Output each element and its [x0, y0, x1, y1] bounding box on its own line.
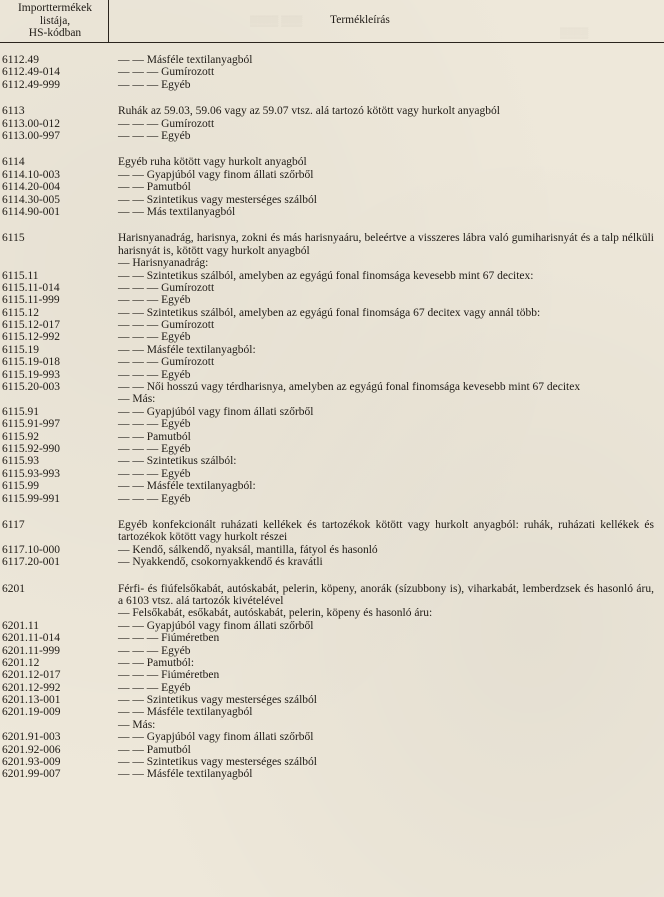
product-description: — — Pamutból: — [118, 656, 195, 669]
product-description: — — Másféle textilanyagból — [118, 54, 253, 66]
hs-code: 6201.99-007 — [2, 768, 61, 781]
hs-code: 6112.49-014 — [2, 66, 61, 79]
table-row — [0, 719, 660, 731]
product-description: — Felsőkabát, esőkabát, autóskabát, pelerin, köpeny és hasonló áru: — [118, 607, 433, 620]
table-row — [0, 544, 660, 556]
product-description: — — Gyapjúból vagy finom állati szőrből — [118, 731, 314, 744]
table-row — [0, 493, 660, 505]
header-rule — [0, 42, 664, 43]
hs-code: 6115.19-993 — [2, 368, 61, 381]
product-description: — — — Fiúméretben — [118, 632, 220, 645]
product-description: — — — Egyéb — [118, 644, 191, 657]
product-description: — — Pamutból — [118, 181, 191, 194]
hs-code: 6114.20-004 — [2, 181, 61, 194]
hs-code: 6201.12 — [2, 656, 40, 669]
hs-code: 6115 — [2, 232, 25, 245]
hs-code: 6115.19-018 — [2, 356, 61, 369]
hs-code: 6114.90-001 — [2, 205, 61, 218]
group-spacer — [0, 505, 660, 519]
product-description: — — Pamutból — [118, 430, 191, 443]
hs-code: 6113.00-012 — [2, 117, 61, 130]
table-row — [0, 583, 660, 608]
table-row — [0, 344, 660, 356]
table-row — [0, 381, 660, 393]
table-row — [0, 257, 660, 269]
hs-code: 6115.12-017 — [2, 319, 61, 332]
table-row — [0, 105, 660, 117]
table-row — [0, 331, 660, 343]
hs-code: 6115.20-003 — [2, 381, 61, 394]
product-description: — — — Fiúméretben — [118, 669, 220, 682]
hs-code: 6115.19 — [2, 343, 39, 356]
hs-code: 6201.91-003 — [2, 731, 61, 744]
hs-code: 6201.13-001 — [2, 694, 61, 707]
hs-code: 6201.19-009 — [2, 706, 61, 719]
table-row — [0, 181, 660, 193]
product-description: Egyéb konfekcionált ruházati kellékek és tartozékok kötött vagy hurkolt anyagból: ruhák, ruházati kellékek és tartozékok kötött vagy hurkolt részei — [118, 518, 654, 544]
product-description: — — Szintetikus vagy mesterséges szálból — [118, 193, 317, 206]
product-description: — — — Egyéb — [118, 442, 191, 455]
table-row — [0, 607, 660, 619]
product-description: — Harisnyanadrág: — [118, 257, 209, 270]
product-description: — Nyakkendő, csokornyakkendő és kravátli — [118, 556, 323, 569]
table-row — [0, 694, 660, 706]
header-line: Importtermékek — [17, 2, 93, 14]
hs-code: 6115.11-014 — [2, 281, 60, 294]
hs-code: 6115.93-993 — [2, 467, 61, 480]
table-row — [0, 79, 660, 91]
bleed-through-text: ▒▒▒▒ — [560, 28, 589, 39]
hs-code: 6201.11 — [2, 619, 39, 632]
table-row — [0, 768, 660, 780]
product-description: — — Gyapjúból vagy finom állati szőrből — [118, 168, 314, 181]
hs-code: 6201 — [2, 582, 25, 595]
hs-code: 6114.10-003 — [2, 168, 61, 181]
hs-code: 6115.11 — [2, 269, 39, 282]
product-description: — — Szintetikus szálból, amelyben az egyágú fonal finomsága kevesebb mint 67 decitex: — [118, 269, 534, 282]
table-row — [0, 282, 660, 294]
product-description: — — Pamutból — [118, 743, 191, 756]
table-row — [0, 620, 660, 632]
table-row — [0, 418, 660, 430]
table-row — [0, 356, 660, 368]
product-description: — — Szintetikus szálból, amelyben az egyágú fonal finomsága 67 decitex vagy annál több: — [118, 306, 541, 319]
product-description: — Más: — [118, 393, 156, 406]
product-description: — — — Egyéb — [118, 492, 191, 505]
product-description: — — — Gumírozott — [118, 356, 215, 369]
table-row — [0, 744, 660, 756]
product-description: — — — Egyéb — [118, 331, 191, 344]
product-description: — Más: — [118, 718, 156, 731]
table-row — [0, 319, 660, 331]
table-row — [0, 66, 660, 78]
product-description: — — — Egyéb — [118, 368, 191, 381]
product-description: — — — Egyéb — [118, 129, 191, 142]
table-row — [0, 270, 660, 282]
table-row — [0, 169, 660, 181]
product-description: Harisnyanadrág, harisnya, zokni és más harisnyaáru, beleértve a visszeres lábra való gumiharisnyát és a talp nélküli harisnyát is, kötött vagy hurkolt anyagból — [118, 232, 654, 257]
hs-code: 6112.49 — [2, 54, 39, 66]
product-description: — — Szintetikus vagy mesterséges szálból — [118, 756, 317, 769]
hs-code: 6115.93 — [2, 455, 39, 468]
table-row — [0, 130, 660, 142]
product-description: — — Másféle textilanyagból — [118, 706, 253, 719]
product-description: — — — Gumírozott — [118, 117, 215, 130]
header-line: listája, — [39, 14, 71, 27]
product-description: — — Másféle textilanyagból: — [118, 480, 256, 493]
table-row — [0, 682, 660, 694]
product-description: — — Másféle textilanyagból: — [118, 343, 256, 356]
header-divider — [108, 0, 109, 42]
hs-code: 6113 — [2, 105, 25, 118]
product-description: — — — Gumírozott — [118, 281, 215, 294]
group-spacer — [0, 569, 660, 583]
product-description: — — — Gumírozott — [118, 66, 215, 79]
table-row — [0, 455, 660, 467]
hs-code: 6114 — [2, 156, 25, 169]
code-table-body — [0, 54, 660, 781]
product-description: — — — Egyéb — [118, 418, 191, 431]
hs-code: 6115.99-991 — [2, 492, 61, 505]
table-row — [0, 156, 660, 168]
product-description: — — Gyapjúból vagy finom állati szőrből — [118, 619, 314, 632]
hs-code: 6115.92-990 — [2, 442, 61, 455]
product-description: Egyéb ruha kötött vagy hurkolt anyagból — [118, 156, 307, 169]
table-row — [0, 657, 660, 669]
product-description: Férfi- és fiúfelsőkabát, autóskabát, pelerin, köpeny, anorák (sízubbony is), viharkabát, lemberdzsek és hasonló áru, a 6103 vtsz. alá tartozók kivételével — [118, 582, 654, 607]
hs-code: 6201.93-009 — [2, 756, 61, 769]
table-row — [0, 294, 660, 306]
group-spacer — [0, 142, 660, 156]
hs-code: 6112.49-999 — [2, 78, 61, 91]
table-row — [0, 556, 660, 568]
hs-code — [0, 393, 118, 405]
table-row — [0, 118, 660, 130]
product-description: — — Másféle textilanyagból — [118, 768, 253, 781]
product-description: — — Más textilanyagból — [118, 205, 236, 218]
hs-code: 6115.12 — [2, 306, 39, 319]
table-row — [0, 232, 660, 257]
table-row — [0, 369, 660, 381]
table-row — [0, 669, 660, 681]
hs-code: 6201.11-014 — [2, 632, 61, 645]
hs-code: 6201.11-999 — [2, 644, 61, 657]
product-description: — — — Egyéb — [118, 78, 191, 91]
table-row — [0, 632, 660, 644]
hs-code: 6113.00-997 — [2, 129, 61, 142]
hs-code: 6115.92 — [2, 430, 39, 443]
hs-code: 6117.20-001 — [2, 556, 61, 569]
product-description: — — — Gumírozott — [118, 319, 215, 332]
hs-code — [0, 607, 118, 619]
product-description: — — Női hosszú vagy térdharisnya, amelyben az egyágú fonal finomsága kevesebb mint 67 decitex — [118, 381, 581, 394]
table-row — [0, 54, 660, 66]
hs-code: 6201.92-006 — [2, 743, 61, 756]
table-row — [0, 706, 660, 718]
column-header-description: Termékleírás — [330, 14, 390, 26]
table-row — [0, 756, 660, 768]
hs-code: 6114.30-005 — [2, 193, 61, 206]
group-spacer — [0, 91, 660, 105]
column-header-codes — [0, 2, 110, 40]
table-row — [0, 393, 660, 405]
product-description: — — Gyapjúból vagy finom állati szőrből — [118, 405, 314, 418]
table-row — [0, 480, 660, 492]
hs-code: 6115.91-997 — [2, 418, 61, 431]
table-row — [0, 431, 660, 443]
group-spacer — [0, 218, 660, 232]
product-description: — — — Egyéb — [118, 681, 191, 694]
hs-code: 6201.12-017 — [2, 669, 61, 682]
product-description: — — — Egyéb — [118, 294, 191, 307]
product-description: — — Szintetikus vagy mesterséges szálból — [118, 694, 317, 707]
hs-code: 6115.12-992 — [2, 331, 61, 344]
hs-code: 6117 — [2, 518, 25, 531]
hs-code — [0, 719, 118, 731]
table-row — [0, 194, 660, 206]
table-row — [0, 468, 660, 480]
product-description: — Kendő, sálkendő, nyaksál, mantilla, fátyol és hasonló — [118, 543, 378, 556]
hs-code: 6115.11-999 — [2, 294, 60, 307]
bleed-through-text: ▒▒▒▒ ▒▒▒ — [250, 16, 303, 27]
table-row — [0, 307, 660, 319]
table-row — [0, 406, 660, 418]
product-description: — — Szintetikus szálból: — [118, 455, 237, 468]
table-row — [0, 519, 660, 544]
table-row — [0, 206, 660, 218]
hs-code — [0, 257, 118, 269]
hs-code: 6201.12-992 — [2, 681, 61, 694]
header-line: HS-kódban — [28, 27, 82, 39]
table-row — [0, 645, 660, 657]
product-description: — — — Egyéb — [118, 467, 191, 480]
table-row — [0, 731, 660, 743]
hs-code: 6115.91 — [2, 405, 39, 418]
table-row — [0, 443, 660, 455]
hs-code: 6115.99 — [2, 480, 39, 493]
product-description: Ruhák az 59.03, 59.06 vagy az 59.07 vtsz. alá tartozó kötött vagy hurkolt anyagból — [118, 105, 500, 118]
hs-code: 6117.10-000 — [2, 543, 61, 556]
